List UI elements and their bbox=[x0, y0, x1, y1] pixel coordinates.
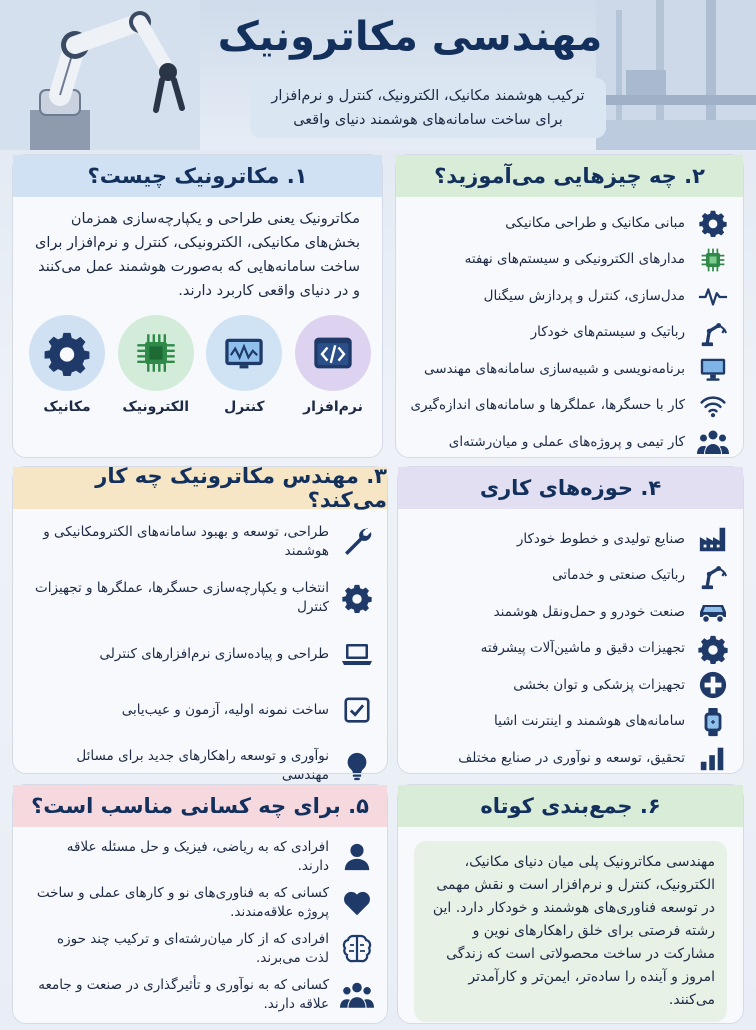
page-title: مهندسی مکاترونیک bbox=[217, 14, 603, 60]
list-item bbox=[35, 975, 373, 1015]
list-item bbox=[408, 631, 729, 668]
list-item bbox=[406, 351, 729, 388]
list-item-text: طراحی، توسعه و بهبود سامانه‌های الکترومکانیکی و هوشمند bbox=[43, 524, 329, 559]
summary-text: مهندسی مکاترونیک پلی میان دنیای مکانیک، الکترونیک، کنترل و نرم‌افزار است و نقش مهمی در توسعه فناوری‌های هوشمند و خودکار دارد. این رشته فرصتی برای خلق راهکارهای نوین و مشارکت در ساخت محصولاتی است که زندگی امروز و آینده را ساده‌تر، ایمن‌تر و کارآمدتر می‌کنند. bbox=[414, 841, 727, 1022]
factory-icon bbox=[697, 523, 729, 555]
smartwatch-icon bbox=[697, 706, 729, 738]
list-item-text: افرادی که به ریاضی، فیزیک و حل مسئله علاقه دارند. bbox=[66, 839, 329, 874]
section-what-engineer-does bbox=[12, 464, 388, 783]
list-item-text: صنایع تولیدی و خطوط خودکار bbox=[516, 530, 685, 547]
medical-cross-icon bbox=[697, 669, 729, 701]
chip-icon bbox=[118, 315, 194, 391]
list-item bbox=[406, 315, 729, 352]
list-item bbox=[408, 667, 729, 704]
list-item bbox=[406, 424, 729, 461]
waveform-monitor-icon bbox=[206, 315, 282, 391]
car-icon bbox=[697, 596, 729, 628]
list-item-text: صنعت خودرو و حمل‌ونقل هوشمند bbox=[493, 603, 685, 620]
wifi-icon bbox=[697, 390, 729, 422]
section-text: مکاترونیک یعنی طراحی و یکپارچه‌سازی همزمان بخش‌های مکانیکی، الکترونیکی، کنترل و نرم‌افزار برای ساخت سامانه‌هایی که به‌صورت هوشمند عمل می‌کنند و در دنیای واقعی کاربرد دارند. bbox=[35, 211, 360, 299]
list-item bbox=[35, 929, 373, 969]
section-title: ۵. برای چه کسانی مناسب است؟ bbox=[13, 785, 387, 827]
signal-icon bbox=[697, 280, 729, 312]
list-item bbox=[406, 388, 729, 425]
discipline-label: الکترونیک bbox=[122, 399, 190, 415]
discipline-software bbox=[291, 315, 375, 415]
discipline-electronics bbox=[114, 315, 198, 415]
learn-list bbox=[396, 197, 743, 461]
person-icon bbox=[341, 841, 373, 873]
bar-chart-icon bbox=[697, 742, 729, 774]
discipline-label: کنترل bbox=[224, 399, 265, 415]
list-item-text: طراحی و پیاده‌سازی نرم‌افزارهای کنترلی bbox=[99, 645, 329, 662]
robot-arm-illustration bbox=[0, 0, 200, 150]
audience-list bbox=[13, 827, 387, 1015]
list-item bbox=[35, 883, 373, 923]
list-item bbox=[35, 519, 373, 565]
checkbox-icon bbox=[341, 694, 373, 726]
section-title: ۱. مکاترونیک چیست؟ bbox=[13, 155, 382, 197]
lightbulb-icon bbox=[341, 750, 373, 782]
list-item-text: نوآوری و توسعه راهکارهای جدید برای مسائل مهندسی bbox=[76, 748, 329, 783]
section-title: ۳. مهندس مکاترونیک چه کار می‌کند؟ bbox=[13, 467, 387, 509]
gear-icon bbox=[29, 315, 105, 391]
list-item-text: رباتیک و سیستم‌های خودکار bbox=[530, 324, 685, 341]
header-banner bbox=[0, 0, 756, 150]
gear-icon bbox=[341, 582, 373, 614]
list-item-text: تجهیزات پزشکی و توان بخشی bbox=[513, 676, 685, 693]
list-item-text: مدارهای الکترونیکی و سیستم‌های نهفته bbox=[464, 251, 685, 268]
section-work-fields bbox=[397, 466, 744, 774]
list-item-text: کار تیمی و پروژه‌های عملی و میان‌رشته‌ای bbox=[448, 433, 685, 450]
gear-icon bbox=[697, 207, 729, 239]
section-title: ۲. چه چیزهایی می‌آموزید؟ bbox=[396, 155, 743, 197]
factory-illustration bbox=[596, 0, 756, 150]
list-item bbox=[408, 740, 729, 777]
laptop-icon bbox=[341, 638, 373, 670]
list-item bbox=[406, 242, 729, 279]
discipline-circles bbox=[25, 315, 375, 415]
section-title: ۶. جمع‌بندی کوتاه bbox=[398, 785, 743, 827]
fields-list bbox=[398, 509, 743, 777]
discipline-mechanics bbox=[25, 315, 109, 415]
list-item bbox=[408, 558, 729, 595]
list-item bbox=[35, 687, 373, 733]
robot-arm-icon bbox=[697, 317, 729, 349]
list-item-text: مبانی مکانیک و طراحی مکانیکی bbox=[505, 214, 685, 231]
robot-arm-icon bbox=[697, 560, 729, 592]
wrench-icon bbox=[341, 526, 373, 558]
gear-icon bbox=[697, 633, 729, 665]
brain-icon bbox=[341, 933, 373, 965]
list-item-text: تحقیق، توسعه و نوآوری در صنایع مختلف bbox=[458, 749, 685, 766]
list-item-text: کسانی که به فناوری‌های نو و کارهای عملی و ساخت پروژه علاقه‌مندند. bbox=[36, 885, 329, 920]
group-icon bbox=[341, 979, 373, 1011]
list-item bbox=[35, 837, 373, 877]
section-summary bbox=[397, 784, 744, 1024]
heart-icon bbox=[341, 887, 373, 919]
discipline-control bbox=[202, 315, 286, 415]
code-icon bbox=[295, 315, 371, 391]
list-item bbox=[35, 631, 373, 677]
subtitle-line: برای ساخت سامانه‌های هوشمند دنیای واقعی bbox=[293, 112, 563, 128]
page-subtitle bbox=[250, 78, 606, 138]
discipline-label: مکانیک bbox=[43, 399, 91, 415]
list-item-text: برنامه‌نویسی و شبیه‌سازی سامانه‌های مهندسی bbox=[424, 360, 685, 377]
list-item-text: مدل‌سازی، کنترل و پردازش سیگنال bbox=[483, 287, 685, 304]
list-item bbox=[35, 575, 373, 621]
list-item-text: تجهیزات دقیق و ماشین‌آلات پیشرفته bbox=[480, 640, 685, 657]
list-item-text: ساخت نمونه اولیه، آزمون و عیب‌یابی bbox=[121, 701, 329, 718]
list-item-text: کار با حسگرها، عملگرها و سامانه‌های اندازه‌گیری bbox=[410, 397, 685, 414]
list-item-text: کسانی که به نوآوری و تأثیرگذاری در صنعت و جامعه علاقه دارند. bbox=[38, 977, 329, 1012]
list-item bbox=[408, 704, 729, 741]
discipline-label: نرم‌افزار bbox=[303, 399, 363, 415]
list-item bbox=[406, 278, 729, 315]
list-item bbox=[408, 521, 729, 558]
section-who-is-it-for bbox=[12, 784, 388, 1024]
chip-icon bbox=[697, 244, 729, 276]
list-item bbox=[406, 205, 729, 242]
section-what-is-mechatronics bbox=[12, 154, 383, 458]
list-item-text: انتخاب و یکپارچه‌سازی حسگرها، عملگرها و تجهیزات کنترل bbox=[35, 580, 329, 615]
subtitle-line: ترکیب هوشمند مکانیک، الکترونیک، کنترل و نرم‌افزار bbox=[271, 88, 585, 104]
team-icon bbox=[697, 426, 729, 458]
duties-list bbox=[13, 509, 387, 789]
section-title: ۴. حوزه‌های کاری bbox=[398, 467, 743, 509]
list-item-text: افرادی که از کار میان‌رشته‌ای و ترکیب چند حوزه لذت می‌برند. bbox=[57, 931, 329, 966]
section-what-you-learn bbox=[395, 154, 744, 458]
list-item bbox=[35, 743, 373, 789]
list-item-text: رباتیک صنعتی و خدماتی bbox=[552, 567, 685, 584]
list-item-text: سامانه‌های هوشمند و اینترنت اشیا bbox=[494, 713, 685, 730]
list-item bbox=[408, 594, 729, 631]
monitor-icon bbox=[697, 353, 729, 385]
